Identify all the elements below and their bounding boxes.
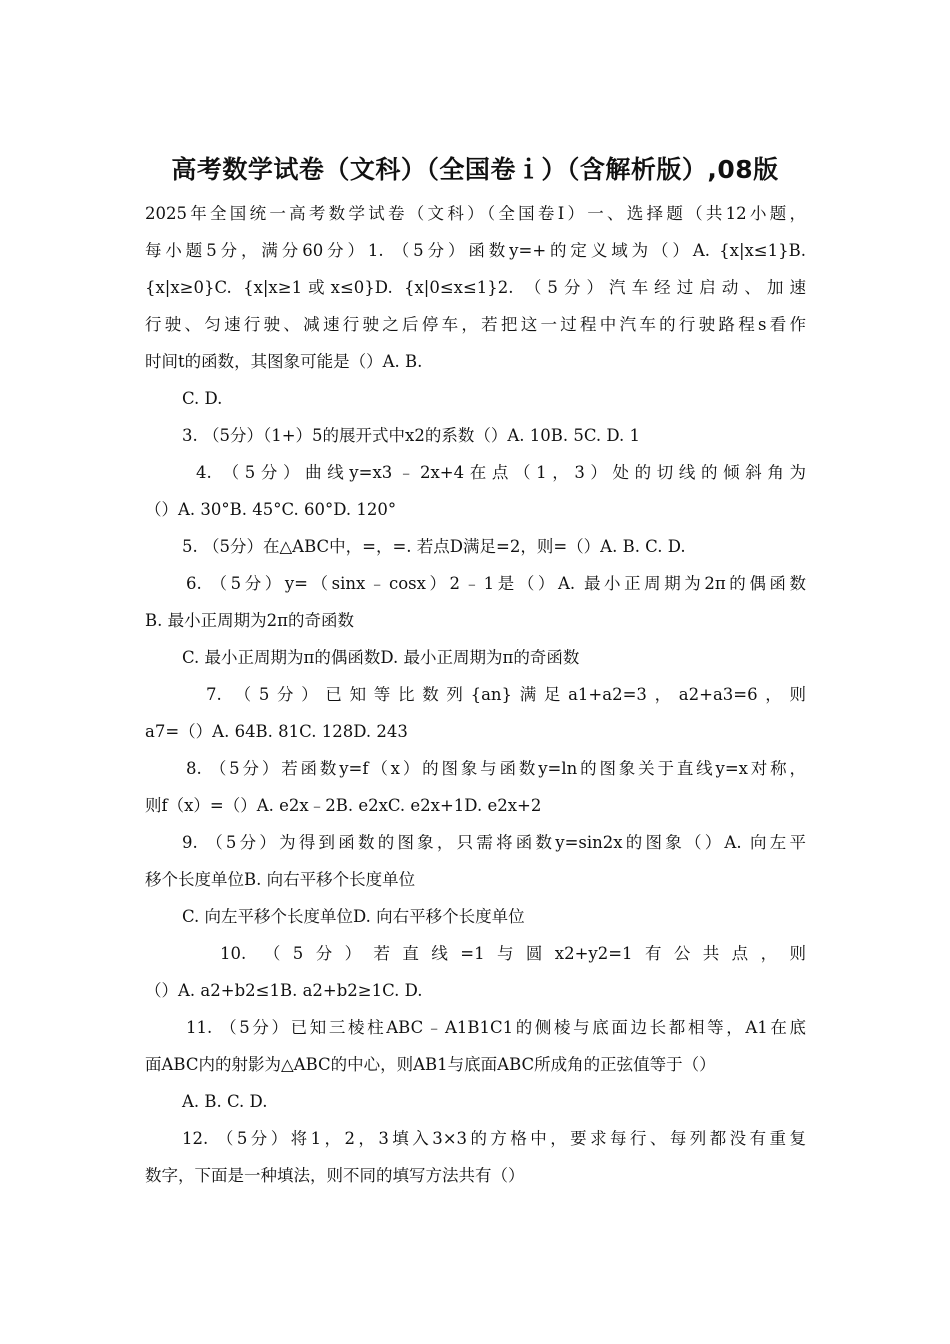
text-line: 时间t的函数，其图象可能是（）A. B. (145, 352, 423, 371)
text-line: B. 最小正周期为2π的奇函数 (145, 611, 354, 630)
text-line: 2025年全国统一高考数学试卷（文科）（全国卷Ⅰ）一、选择题（共12小题， (145, 204, 806, 223)
text-line: 行驶、匀速行驶、减速行驶之后停车，若把这一过程中汽车的行驶路程s看作 (145, 315, 806, 334)
document-title: 高考数学试卷（文科）（全国卷ｉ）（含解析版）,08版 (171, 155, 779, 184)
text-line: C. 向左平移个长度单位D. 向右平移个长度单位 (182, 907, 525, 926)
text-line: C. D. (182, 389, 223, 408)
text-line: 面ABC内的射影为△ABC的中心，则AB1与底面ABC所成角的正弦值等于（） (145, 1055, 716, 1074)
text-line: 8. （5分）若函数y=f（x）的图象与函数y=ln的图象关于直线y=x对称， (186, 759, 806, 778)
text-line: 6. （5分）y=（sinx﹣cosx）2﹣1是（）A. 最小正周期为2π的偶函数 (186, 574, 806, 593)
text-line: （）A. a2+b2≤1B. a2+b2≥1C. D. (145, 981, 423, 1000)
text-line: 12. （5分）将1，2，3填入3×3的方格中，要求每行、每列都没有重复 (182, 1129, 806, 1148)
text-line: 3. （5分）（1+）5的展开式中x2的系数（）A. 10B. 5C. D. 1 (182, 426, 641, 445)
text-line: 11. （5分）已知三棱柱ABC﹣A1B1C1的侧棱与底面边长都相等，A1在底 (186, 1018, 806, 1037)
text-line: a7=（）A. 64B. 81C. 128D. 243 (145, 722, 408, 741)
text-line: 10. （5分）若直线=1与圆x2+y2=1有公共点，则 (220, 944, 806, 963)
text-line: 5. （5分）在△ABC中，=，=. 若点D满足=2，则=（）A. B. C. D. (182, 537, 686, 556)
text-line: 移个长度单位B. 向右平移个长度单位 (145, 870, 416, 889)
text-line: 数字，下面是一种填法，则不同的填写方法共有（） (145, 1166, 525, 1185)
text-line: 则f（x）=（）A. e2x﹣2B. e2xC. e2x+1D. e2x+2 (145, 796, 542, 815)
text-line: {x|x≥0}C. {x|x≥1或x≤0}D. {x|0≤x≤1}2. （5分）汽车经过启动、加速 (145, 278, 806, 297)
text-line: 7. （5分）已知等比数列{an}满足a1+a2=3，a2+a3=6，则 (206, 685, 806, 704)
text-line: A. B. C. D. (182, 1092, 268, 1111)
text-line: （）A. 30°B. 45°C. 60°D. 120° (145, 500, 397, 519)
text-line: 4. （5分）曲线y=x3﹣2x+4在点（1，3）处的切线的倾斜角为 (196, 463, 806, 482)
text-line: 每小题5分，满分60分）1. （5分）函数y=+的定义域为（）A. {x|x≤1}B. (145, 241, 806, 260)
text-line: C. 最小正周期为π的偶函数D. 最小正周期为π的奇函数 (182, 648, 580, 667)
text-line: 9. （5分）为得到函数的图象，只需将函数y=sin2x的图象（）A. 向左平 (182, 833, 806, 852)
